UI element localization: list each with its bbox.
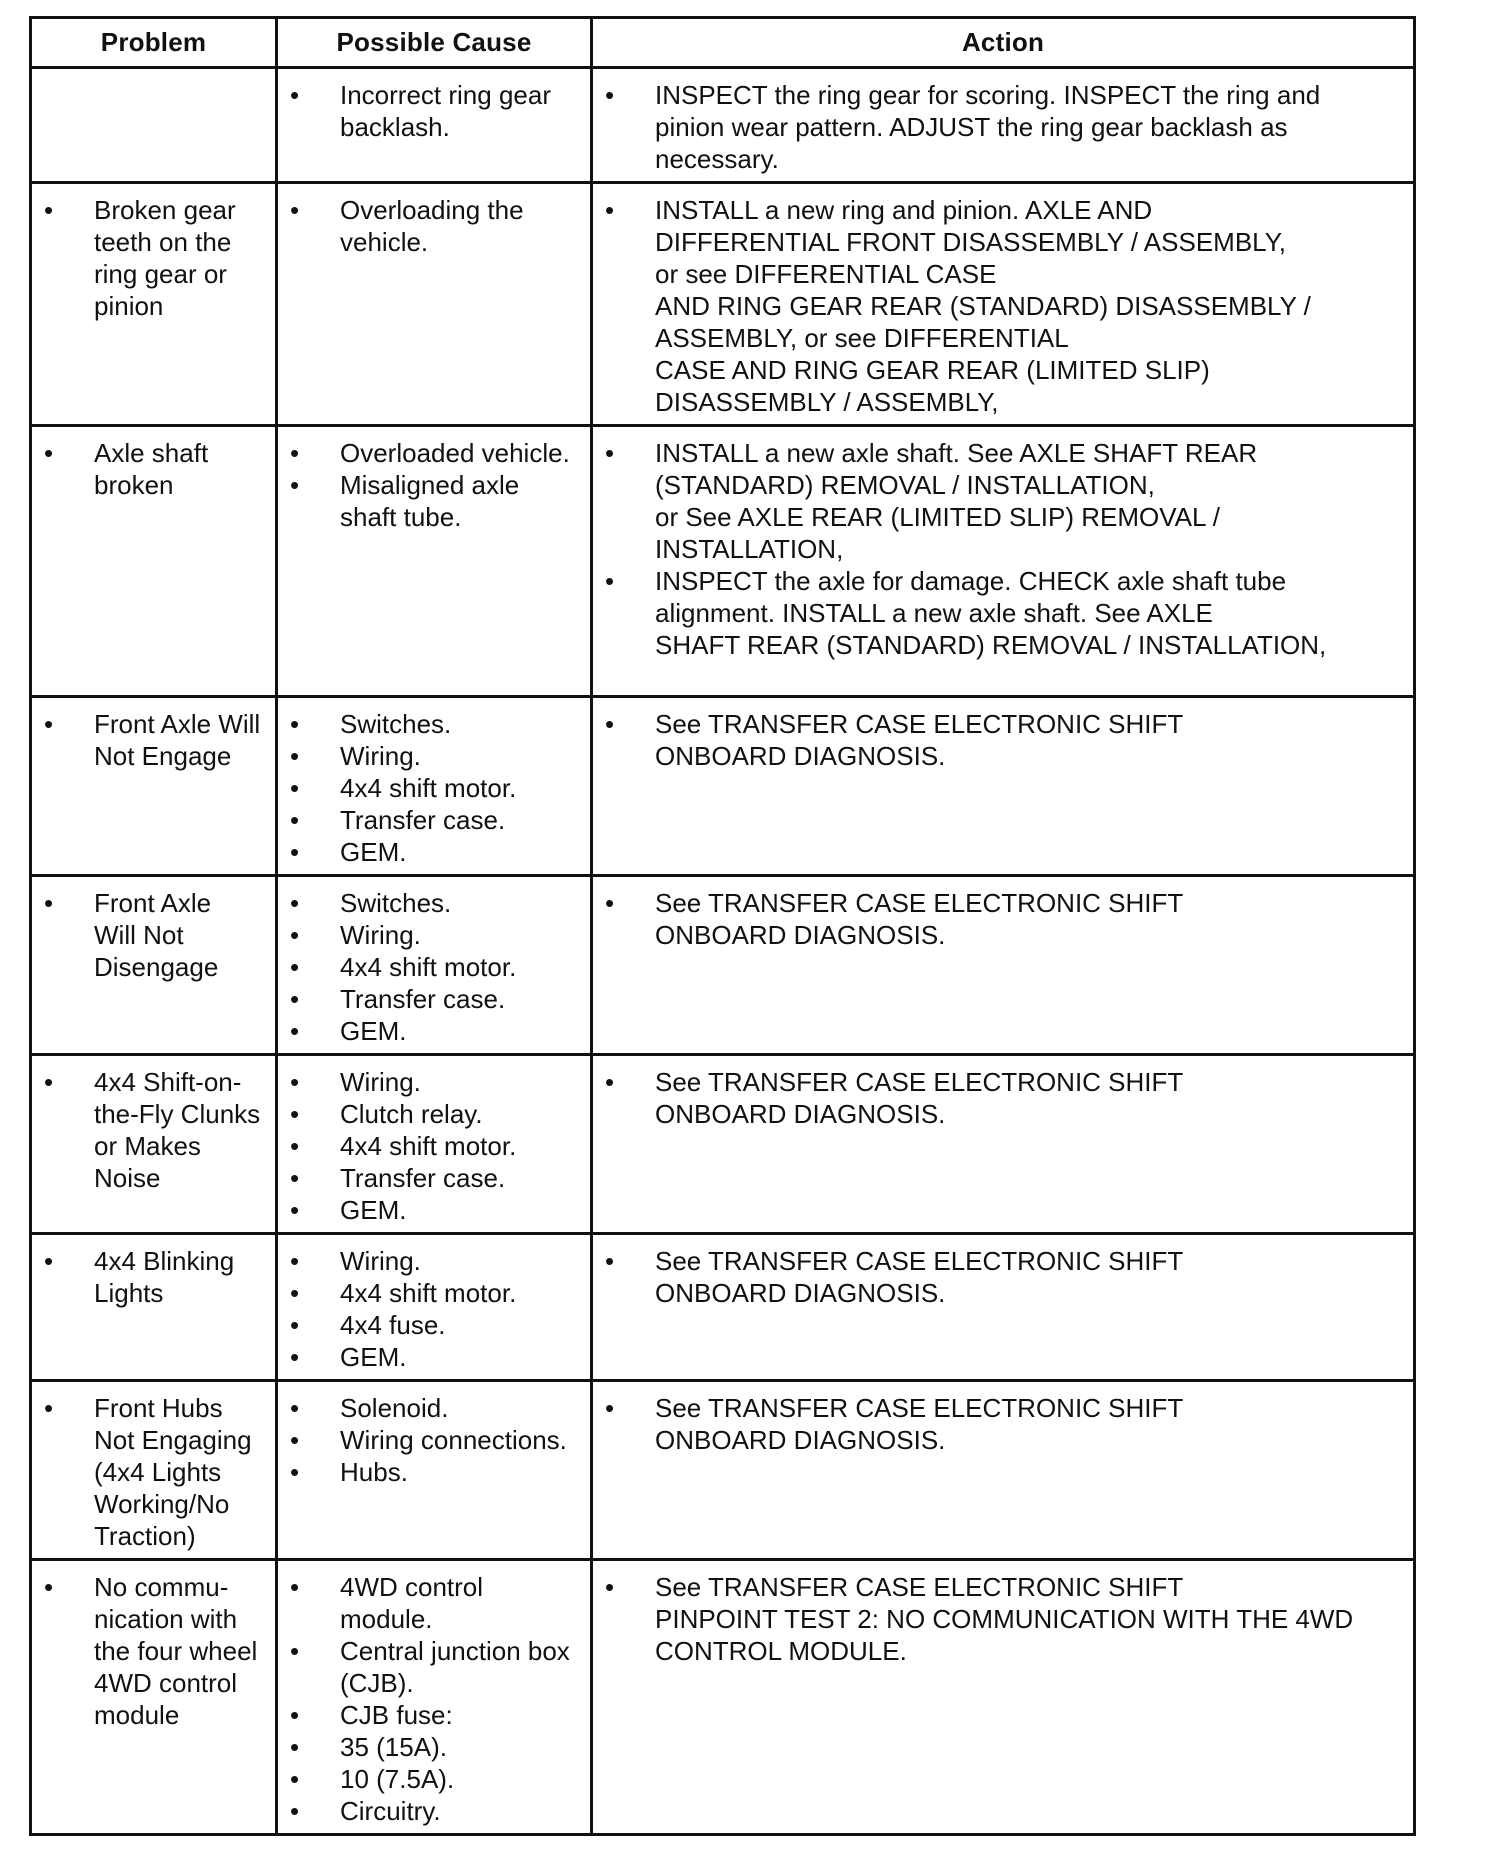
action-cell: [592, 1055, 1415, 1234]
action-cell: [592, 876, 1415, 1055]
action-item: • See TRANSFER CASE ELECTRONIC SHIFT ONBOARD DIAGNOSIS.: [593, 1392, 1405, 1456]
cause-item: • Wiring.: [278, 1066, 582, 1098]
action-cell: [592, 426, 1415, 697]
problem-cell: [31, 697, 277, 876]
cause-item: • 4x4 fuse.: [278, 1309, 582, 1341]
problem-cell: [31, 1560, 277, 1835]
table-row: [31, 1234, 1415, 1381]
cause-item: • 4x4 shift motor.: [278, 1277, 582, 1309]
cause-item: • 4x4 shift motor.: [278, 1130, 582, 1162]
action-cell: [592, 1560, 1415, 1835]
cause-cell: [277, 697, 592, 876]
table-row: [31, 697, 1415, 876]
action-cell: [592, 68, 1415, 183]
cause-cell: [277, 1234, 592, 1381]
action-cell: [592, 183, 1415, 426]
cause-item: • Incorrect ring gear backlash.: [278, 79, 582, 143]
action-item: • INSPECT the axle for damage. CHECK axle shaft tube alignment. INSTALL a new axle shaft. See AXLE SHAFT REAR (STANDARD) REMOVAL / INSTALLATION,: [593, 565, 1405, 661]
cause-cell: [277, 426, 592, 697]
action-cell: [592, 1381, 1415, 1560]
cause-item: • Wiring connections.: [278, 1424, 582, 1456]
problem-item: • No commu- nication with the four wheel 4WD control module: [32, 1571, 267, 1731]
problem-item: • 4x4 Blinking Lights: [32, 1245, 267, 1309]
cause-item: • 35 (15A).: [278, 1731, 582, 1763]
cause-item: • Wiring.: [278, 740, 582, 772]
cause-item: • Switches.: [278, 887, 582, 919]
cause-item: • Wiring.: [278, 919, 582, 951]
cause-item: • Circuitry.: [278, 1795, 582, 1827]
action-item: • See TRANSFER CASE ELECTRONIC SHIFT ONBOARD DIAGNOSIS.: [593, 887, 1405, 951]
problem-item: • Front Axle Will Not Disengage: [32, 887, 267, 983]
cause-item: • Transfer case.: [278, 983, 582, 1015]
cause-item: • Overloaded vehicle.: [278, 437, 582, 469]
action-cell: [592, 1234, 1415, 1381]
problem-cell: [31, 876, 277, 1055]
cause-item: • GEM.: [278, 1015, 582, 1047]
action-cell: [592, 697, 1415, 876]
cause-cell: [277, 1055, 592, 1234]
problem-item: • Broken gear teeth on the ring gear or pinion: [32, 194, 267, 322]
diagnosis-table: [29, 16, 1416, 1836]
cause-item: • 4WD control module.: [278, 1571, 582, 1635]
cause-item: • GEM.: [278, 836, 582, 868]
cause-cell: [277, 1560, 592, 1835]
cause-item: • Hubs.: [278, 1456, 582, 1488]
problem-item: • Front Axle Will Not Engage: [32, 708, 267, 772]
action-item: • See TRANSFER CASE ELECTRONIC SHIFT ONBOARD DIAGNOSIS.: [593, 1066, 1405, 1130]
problem-cell: [31, 1234, 277, 1381]
cause-item: • Clutch relay.: [278, 1098, 582, 1130]
header-action: Action: [592, 18, 1415, 68]
header-row: [31, 18, 1415, 68]
action-item: • See TRANSFER CASE ELECTRONIC SHIFT ONBOARD DIAGNOSIS.: [593, 708, 1405, 772]
cause-item: • 4x4 shift motor.: [278, 772, 582, 804]
table-row: [31, 1381, 1415, 1560]
cause-item: • Transfer case.: [278, 1162, 582, 1194]
problem-cell: [31, 183, 277, 426]
action-item: • See TRANSFER CASE ELECTRONIC SHIFT ONBOARD DIAGNOSIS.: [593, 1245, 1405, 1309]
table-row: [31, 183, 1415, 426]
cause-cell: [277, 183, 592, 426]
action-item: • INSTALL a new axle shaft. See AXLE SHAFT REAR (STANDARD) REMOVAL / INSTALLATION, or See AXLE REAR (LIMITED SLIP) REMOVAL / INSTALLATION,: [593, 437, 1405, 565]
cause-item: • CJB fuse:: [278, 1699, 582, 1731]
problem-item: • Front Hubs Not Engaging (4x4 Lights Working/No Traction): [32, 1392, 267, 1552]
problem-cell: [31, 426, 277, 697]
cause-item: • Misaligned axle shaft tube.: [278, 469, 582, 533]
table-row: [31, 68, 1415, 183]
problem-item: • 4x4 Shift-on- the-Fly Clunks or Makes Noise: [32, 1066, 267, 1194]
table-row: [31, 1560, 1415, 1835]
problem-item: • Axle shaft broken: [32, 437, 267, 501]
table-row: [31, 426, 1415, 697]
header-cause: Possible Cause: [277, 18, 592, 68]
cause-item: • Transfer case.: [278, 804, 582, 836]
cause-item: • GEM.: [278, 1341, 582, 1373]
action-item: • See TRANSFER CASE ELECTRONIC SHIFT PINPOINT TEST 2: NO COMMUNICATION WITH THE 4WD CONTROL MODULE.: [593, 1571, 1405, 1667]
cause-item: • Overloading the vehicle.: [278, 194, 582, 258]
table-row: [31, 876, 1415, 1055]
action-item: • INSPECT the ring gear for scoring. INSPECT the ring and pinion wear pattern. ADJUST the ring gear backlash as necessary.: [593, 79, 1405, 175]
problem-cell: [31, 1381, 277, 1560]
cause-cell: [277, 876, 592, 1055]
header-problem: Problem: [31, 18, 277, 68]
cause-item: • 10 (7.5A).: [278, 1763, 582, 1795]
cause-item: • GEM.: [278, 1194, 582, 1226]
cause-item: • Switches.: [278, 708, 582, 740]
table-row: [31, 1055, 1415, 1234]
cause-item: • Solenoid.: [278, 1392, 582, 1424]
cause-cell: [277, 68, 592, 183]
problem-cell: [31, 1055, 277, 1234]
problem-cell: [31, 68, 277, 183]
cause-item: • Wiring.: [278, 1245, 582, 1277]
action-item: • INSTALL a new ring and pinion. AXLE AND DIFFERENTIAL FRONT DISASSEMBLY / ASSEMBLY, or see DIFFERENTIAL CASE AND RING GEAR REAR (STANDARD) DISASSEMBLY / ASSEMBLY, or see DIFFERENTIAL CASE AND RING GEAR REAR (LIMITED SLIP) DISASSEMBLY / ASSEMBLY,: [593, 194, 1405, 418]
cause-cell: [277, 1381, 592, 1560]
cause-item: • Central junction box (CJB).: [278, 1635, 582, 1699]
cause-item: • 4x4 shift motor.: [278, 951, 582, 983]
